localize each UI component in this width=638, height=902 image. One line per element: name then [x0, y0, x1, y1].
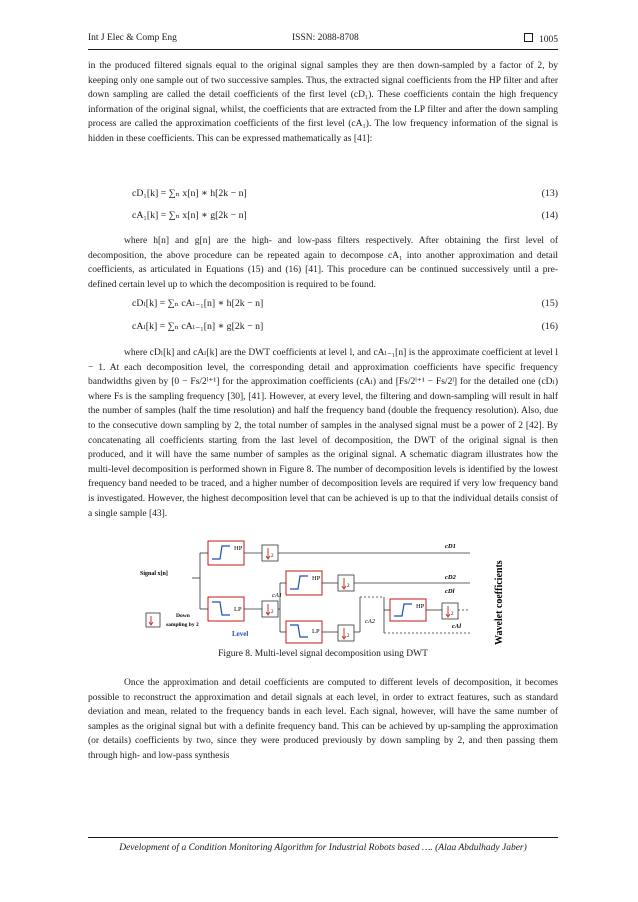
downsample-icon [262, 601, 278, 617]
figure-caption: Figure 8. Multi-level signal decomposition using DWT [218, 649, 428, 659]
journal-name: Int J Elec & Comp Eng [88, 33, 177, 43]
footer-rule [88, 837, 558, 838]
downsample-icon [338, 575, 354, 591]
svg-text:2: 2 [451, 612, 454, 617]
equation-number: (14) [541, 210, 558, 221]
downsample-icon [338, 625, 354, 641]
equation-expr: cAₗ[k] = ∑ₙ cAₗ₋₁[n] ∗ g[2k − n] [132, 321, 264, 332]
checkbox-icon [524, 33, 533, 42]
hp-label-l: HP [416, 603, 425, 610]
lp-label-2: LP [312, 628, 320, 635]
downsample-icon [262, 545, 278, 561]
downsample-legend [146, 613, 199, 628]
equation-16 [132, 321, 558, 335]
page-header [88, 33, 558, 47]
page-footer: Development of a Condition Monitoring Algorithm for Industrial Robots based …. (Alaa Abdulhady Jaber) [119, 843, 527, 853]
equation-number: (16) [541, 321, 558, 332]
paragraph-4: Once the approximation and detail coefficients are computed to different levels of decomposition, it becomes possible to reconstruct the approximation and detail signals at each level, in order to extract features, such as standard deviation and mean, related to the frequency bands in each level. Each signal, however, will have the same number of samples as the original signal but with a definite frequency band. This can be achieved by up-sampling the approximation (or details) coefficients by two, since they were produced previously by down sampling by 2, and then passing them through high- and low-pass synthesis [88, 678, 558, 761]
equation-number: (15) [541, 298, 558, 309]
paragraph-1: in the produced filtered signals equal to the original signal samples they are then down-sampled by a factor of 2, by keeping only one sample out of two successive samples. Thus, the extracted signal coefficients from the HP filter and after down sampling are called the detail coefficients of the first level (cD₁). These coefficients contain the high frequency information of the original signal, whilst, the coefficients that are extracted from the LP filter and after the down sampling process are called the approximation coefficients of the first level (cA₁). The low frequency information of the signal is hidden in these coefficients. This can be expressed mathematically as [41]: [88, 61, 558, 144]
equation-expr: cA₁[k] = ∑ₙ x[n] ∗ g[2k − n] [132, 210, 247, 221]
downsample-icon [442, 603, 458, 619]
ca2-label: cA2 [365, 618, 376, 625]
header-rule [88, 49, 558, 50]
paragraph-3: where cDₗ[k] and cAₗ[k] are the DWT coefficients at level l, and cAₗ₋₁[n] is the approximate coefficient at level l − 1. At each decomposition level, the corresponding detail and approximation coefficients have specific frequency bandwidths given by [0 − Fs/2ˡ⁺¹] for the approximation coefficients (cAₗ) and [Fs/2ˡ⁺¹ − Fs/2ˡ] for the detailed one (cDₗ) where Fs is the sampling frequency [30], [41]. However, at every level, the filtering and down-sampling will result in half the number of samples (half the time resolution) and half the frequency band (double the frequency resolution). Also, due to the consecutive down sampling by 2, the total number of samples in the analysed signal must be a power of 2 [42]. By concatenating all coefficients starting from the last level of decomposition, the DWT of the original signal is then produced, and it will have the same number of samples as the original signal. A schematic diagram illustrates how the multi-level decomposition is performed shown in Figure 8. The number of decomposition levels is identified by the lowest frequency band needed to be traced, and a higher number of decomposition levels are required if very low frequency band is investigated. However, the highest decomposition level that can be achieved is up to that the individual details consist of a single sample [43]. [88, 348, 558, 519]
equation-number: (13) [541, 188, 558, 199]
page-number: 1005 [539, 35, 558, 45]
issn: ISSN: 2088-8708 [292, 33, 359, 43]
cdl-label: cDl [445, 588, 455, 595]
page-number-group [524, 33, 558, 45]
dwt-figure [140, 533, 510, 645]
svg-text:2: 2 [271, 554, 274, 559]
equation-expr: cDₗ[k] = ∑ₙ cAₗ₋₁[n] ∗ h[2k − n] [132, 298, 264, 309]
svg-text:2: 2 [347, 584, 350, 589]
cal-label: cAl [452, 623, 462, 630]
level-label-1: Level [232, 630, 249, 638]
equation-15 [132, 298, 558, 312]
legend-line-2: sampling by 2 [166, 622, 199, 628]
cd1-label: cD1 [445, 543, 456, 550]
paragraph-2: where h[n] and g[n] are the high- and low-pass filters respectively. After obtaining the first level of decomposition, the above procedure can be repeated again to decompose cA₁ into another approximation and detail coefficients, as articulated in Equations (15) and (16) [41]. This procedure can be continued successively until a pre-defined certain level up to which the decomposition is required to be found. [88, 236, 558, 290]
hp-label-1: HP [234, 545, 243, 552]
ca1-label: cA1 [272, 592, 283, 599]
equation-13 [132, 188, 558, 202]
signal-label: Signal x[n] [140, 571, 168, 577]
svg-text:2: 2 [271, 610, 274, 615]
wavelet-coefficients-label: Wavelet coefficients [494, 560, 505, 645]
hp-label-2: HP [312, 575, 321, 582]
lp-label-1: LP [234, 606, 242, 613]
svg-text:2: 2 [347, 634, 350, 639]
equation-14 [132, 210, 558, 224]
equation-expr: cD₁[k] = ∑ₙ x[n] ∗ h[2k − n] [132, 188, 247, 199]
cd2-label: cD2 [445, 574, 456, 581]
legend-line-1: Down [176, 613, 190, 619]
